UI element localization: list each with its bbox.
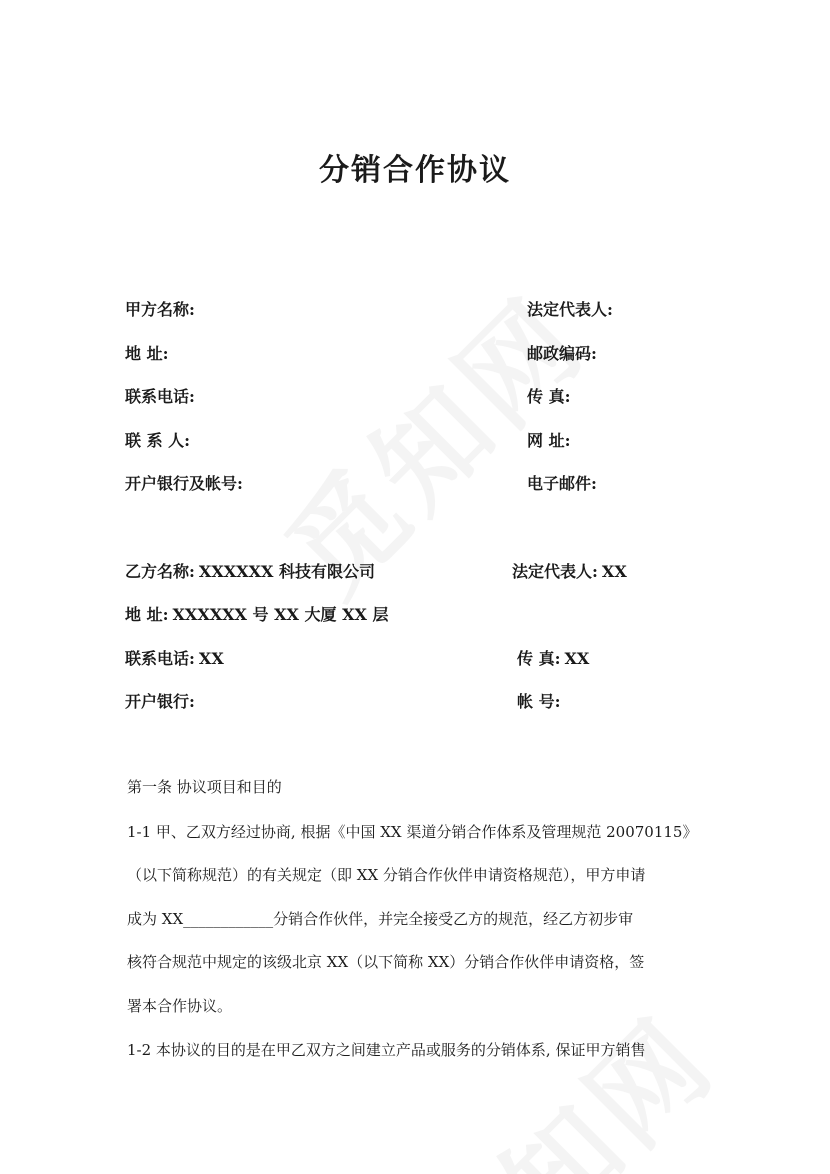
body-paragraph-line: 署本合作协议。 xyxy=(127,997,233,1015)
body-paragraph-line: 1-1 甲、乙双方经过协商, 根据《中国 XX 渠道分销合作体系及管理规范 20070115》 xyxy=(127,823,698,841)
body-paragraph-line: 1-2 本协议的目的是在甲乙双方之间建立产品或服务的分销体系, 保证甲方销售 xyxy=(127,1041,646,1059)
party-a-postcode-label: 邮政编码: xyxy=(527,344,597,363)
body-paragraph-line: （以下简称规范）的有关规定（即 XX 分销合作伙伴申请资格规范），甲方申请 xyxy=(127,866,646,884)
party-b-phone xyxy=(125,646,224,669)
party-b-phone-value: XX xyxy=(198,649,224,668)
party-a-name-label: 甲方名称: xyxy=(125,300,195,319)
party-a-contact-label: 联 系 人: xyxy=(125,431,191,450)
party-a-bank-label: 开户银行及帐号: xyxy=(125,474,243,493)
party-a-phone-label: 联系电话: xyxy=(125,387,195,406)
party-b-account-label: 帐 号: xyxy=(517,692,561,711)
party-b-fax-label: 传 真: xyxy=(517,649,561,668)
party-b-name-value: XXXXXX 科技有限公司 xyxy=(198,562,375,581)
document-title: 分销合作协议 xyxy=(319,153,511,188)
party-a-email-label: 电子邮件: xyxy=(527,474,597,493)
article-1-heading: 第一条 协议项目和目的 xyxy=(127,778,282,796)
party-b-fax-value: XX xyxy=(564,649,590,668)
party-a-legal-rep-label: 法定代表人: xyxy=(527,300,613,319)
party-b-legal-rep xyxy=(512,559,627,582)
party-b-address-label: 地 址: xyxy=(125,605,169,624)
party-a-address-label: 地 址: xyxy=(125,344,169,363)
party-b-legal-rep-label: 法定代表人: xyxy=(512,562,598,581)
party-b-name-label: 乙方名称: xyxy=(125,562,195,581)
party-a-fax-label: 传 真: xyxy=(527,387,571,406)
body-paragraph-line: 成为 XX____________分销合作伙伴，并完全接受乙方的规范，经乙方初步审 xyxy=(127,910,634,928)
party-b-address xyxy=(125,602,388,625)
party-b-address-value: XXXXXX 号 XX 大厦 XX 层 xyxy=(172,605,389,624)
party-a-website-label: 网 址: xyxy=(527,431,571,450)
party-b-bank-label: 开户银行: xyxy=(125,692,195,711)
party-b-name xyxy=(125,559,375,582)
party-b-phone-label: 联系电话: xyxy=(125,649,195,668)
body-paragraph-line: 核符合规范中规定的该级北京 XX（以下简称 XX）分销合作伙伴申请资格，签 xyxy=(127,953,645,971)
party-b-fax xyxy=(517,646,589,669)
party-b-legal-rep-value: XX xyxy=(601,562,627,581)
